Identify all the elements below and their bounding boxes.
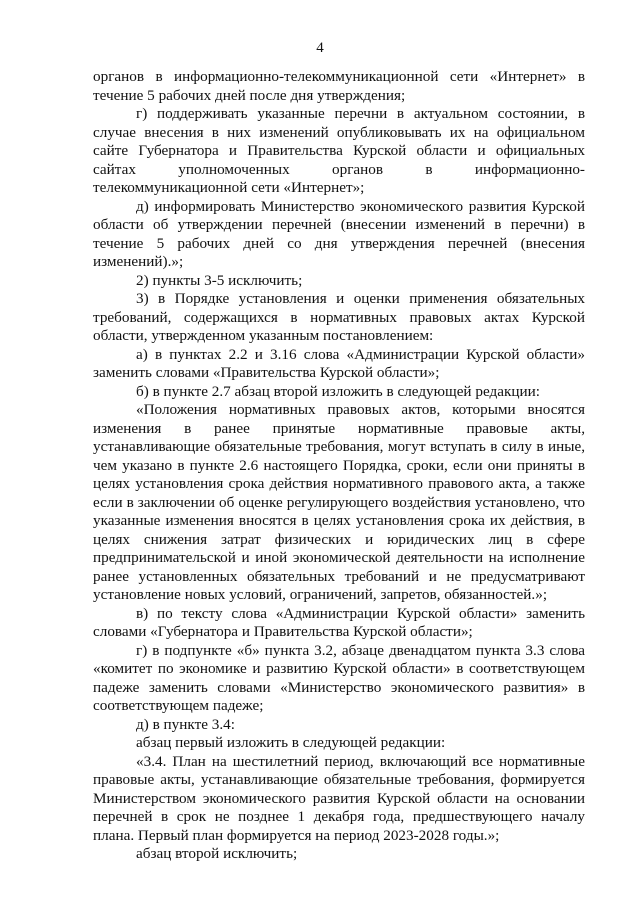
paragraph-item-3-procedure: 3) в Порядке установления и оценки применения обязательных требований, содержащихся в нормативных правовых актах Курской области, утвержденном указанным постановлением: [93, 290, 585, 344]
paragraph-item-g-maintain-lists: г) поддерживать указанные перечни в актуальном состоянии, в случае внесения в них изменений опубликовывать их на официальном сайте Губернатора и Правительства Курской области и официальных сайтах уполномоченных органов в информационно-телекоммуникационной сети «Интернет»; [93, 105, 585, 196]
paragraph-item-a-replace-words: а) в пунктах 2.2 и 3.16 слова «Администрации Курской области» заменить словами «Правительства Курской области»; [93, 345, 585, 381]
paragraph-quoted-plan: «3.4. План на шестилетний период, включающий все нормативные правовые акты, устанавливающие обязательные требования, формируется Министерством экономического развития Курской области на основании перечней в срок не позднее 1 декабря года, предшествующего началу плана. Первый план формируется на период 2023-2028 годы.»; [93, 752, 585, 844]
paragraph-item-g-subclause: г) в подпункте «б» пункта 3.2, абзаце двенадцатом пункта 3.3 слова «комитет по экономике и развитию Курской области» в соответствующем падеже заменить словами «Министерство экономического развития» в соответствующем падеже; [93, 641, 585, 714]
paragraph-second-abzac: абзац второй исключить; [136, 845, 298, 862]
paragraph-item-d-clause-3-4: д) в пункте 3.4: [136, 715, 235, 733]
paragraph-item-v-replace-words: в) по тексту слова «Администрации Курской области» заменить словами «Губернатора и Правительства Курской области»; [93, 604, 585, 640]
page-number: 4 [316, 40, 324, 56]
paragraph-item-2-exclude: 2) пункты 3-5 исключить; [136, 271, 303, 289]
paragraph-first-abzac: абзац первый изложить в следующей редакции: [136, 734, 446, 751]
paragraph-item-d-inform-ministry: д) информировать Министерство экономического развития Курской области об утверждении перечней (внесении изменений в перечни) в течение 5 рабочих дней со дня утверждения перечней (внесения изменений).»; [93, 197, 585, 270]
paragraph-quoted-provisions: «Положения нормативных правовых актов, которыми вносятся изменения в ранее принятые нормативные правовые акты, устанавливающие обязательные требования, могут вступать в силу в иные, чем указано в пункте 2.6 настоящего Порядка, сроки, если они приняты в целях установления срока действия нормативного правового акта, а также если в заключении об оценке регулирующего воздействия установлено, что указанные изменения вносятся в целях установления срока их действия, в целях снижения затрат физических и юридических лиц в сфере предпринимательской и иной экономической деятельности на исполнение ранее установленных обязательных требований и не предусматривают установление новых условий, ограничений, запретов, обязанностей.»; [93, 401, 585, 603]
paragraph-continuation: органов в информационно-телекоммуникационной сети «Интернет» в течение 5 рабочих дней после дня утверждения; [93, 68, 585, 104]
paragraph-item-b-edit-clause: б) в пункте 2.7 абзац второй изложить в следующей редакции: [136, 382, 540, 400]
document-body [93, 68, 585, 864]
